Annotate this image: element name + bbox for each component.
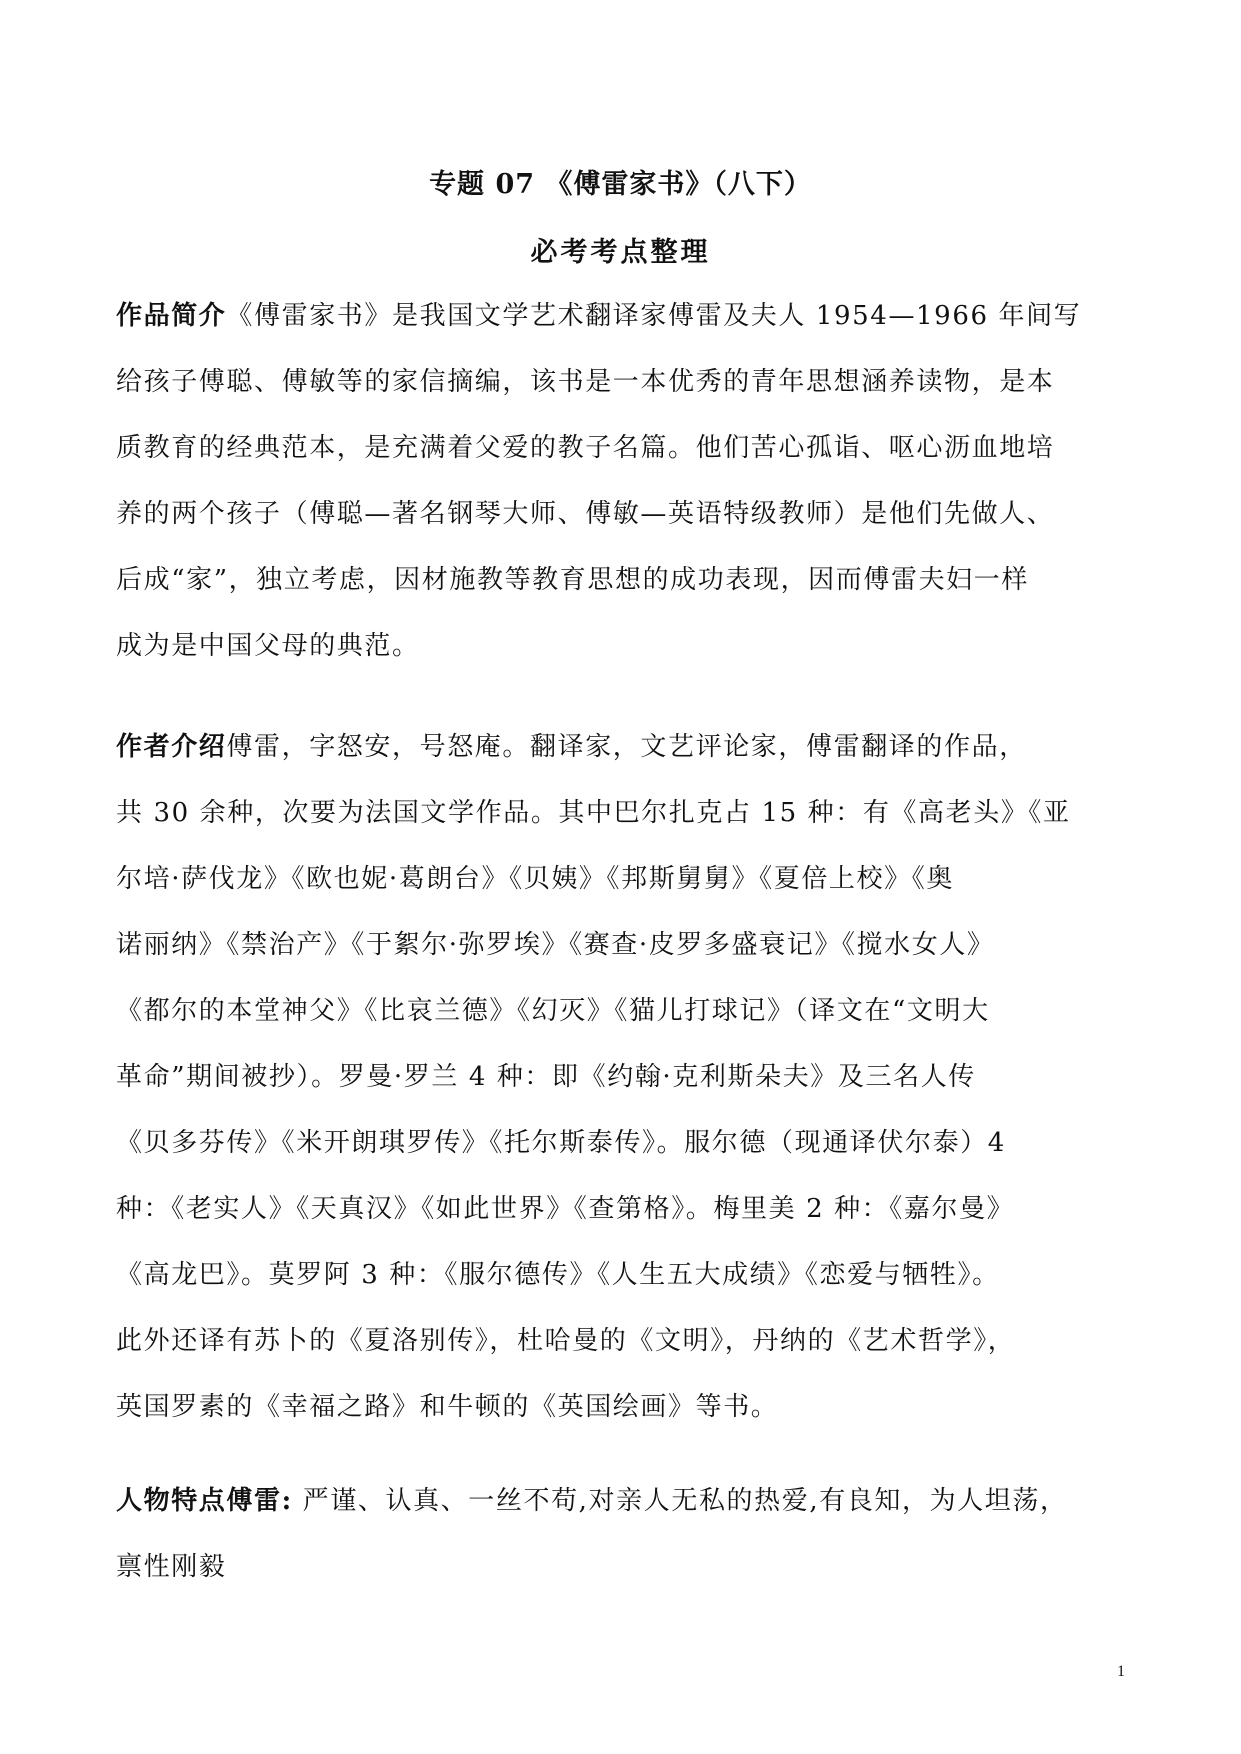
paragraph-line: 诺丽纳》《禁治产》《于絮尔·弥罗埃》《赛查·皮罗多盛衰记》《搅水女人》 bbox=[116, 930, 995, 960]
paragraph-line: 共 30 余种，次要为法国文学作品。其中巴尔扎克占 15 种：有《高老头》《亚 bbox=[116, 798, 1071, 828]
paragraph-text: 严谨、认真、一丝不苟,对亲人无私的热爱,有良知，为人坦荡， bbox=[292, 1486, 1068, 1516]
paragraph-line: 《都尔的本堂神父》《比哀兰德》《幻灭》《猫儿打球记》（译文在“文明大 bbox=[116, 996, 990, 1026]
paragraph-line bbox=[116, 714, 1132, 780]
paragraph-line: 此外还译有苏卜的《夏洛别传》，杜哈曼的《文明》，丹纳的《艺术哲学》， bbox=[116, 1326, 1016, 1356]
paragraph-line: 禀性刚毅 bbox=[116, 1552, 227, 1582]
paragraph-line: 给孩子傅聪、傅敏等的家信摘编，该书是一本优秀的青年思想涵养读物，是本 bbox=[116, 367, 1055, 397]
section-label-character-traits: 人物特点傅雷: bbox=[116, 1486, 293, 1516]
paragraph-line: 种：《老实人》《天真汉》《如此世界》《查第格》。梅里美 2 种：《嘉尔曼》 bbox=[116, 1194, 1015, 1224]
section-author-introduction bbox=[116, 714, 1132, 1440]
paragraph-line: 质教育的经典范本，是充满着父爱的教子名篇。他们苦心孤诣、呕心沥血地培 bbox=[116, 433, 1055, 463]
document-title: 专题 07 《傅雷家书》（八下） bbox=[429, 169, 812, 200]
paragraph-line: 《贝多芬传》《米开朗琪罗传》《托尔斯泰传》。服尔德（现通译伏尔泰）4 bbox=[116, 1128, 1006, 1158]
paragraph-line: 成为是中国父母的典范。 bbox=[116, 631, 420, 661]
paragraph-text: 《傅雷家书》是我国文学艺术翻译家傅雷及夫人 1954—1966 年间写 bbox=[226, 301, 1082, 331]
paragraph-line: 养的两个孩子（傅聪—著名钢琴大师、傅敏—英语特级教师）是他们先做人、 bbox=[116, 499, 1055, 529]
section-work-introduction bbox=[116, 283, 1132, 679]
document-subtitle: 必考考点整理 bbox=[530, 237, 711, 268]
paragraph-line bbox=[116, 283, 1132, 349]
paragraph-line: 英国罗素的《幸福之路》和牛顿的《英国绘画》等书。 bbox=[116, 1392, 779, 1422]
paragraph-line: 《高龙巴》。莫罗阿 3 种：《服尔德传》《人生五大成绩》《恋爱与牺牲》。 bbox=[116, 1260, 1000, 1290]
paragraph-line bbox=[116, 1468, 1132, 1534]
page-number: 1 bbox=[1117, 1663, 1125, 1680]
section-character-traits bbox=[116, 1468, 1132, 1600]
paragraph-text: 傅雷，字怒安，号怒庵。翻译家，文艺评论家，傅雷翻译的作品， bbox=[226, 732, 1027, 762]
paragraph-line: 革命”期间被抄）。罗曼·罗兰 4 种：即《约翰·克利斯朵夫》及三名人传 bbox=[116, 1062, 976, 1092]
section-label-author-introduction: 作者介绍 bbox=[116, 732, 227, 762]
paragraph-line: 后成“家”，独立考虑，因材施教等教育思想的成功表现，因而傅雷夫妇一样 bbox=[116, 565, 1029, 595]
paragraph-line: 尔培·萨伐龙》《欧也妮·葛朗台》《贝姨》《邦斯舅舅》《夏倍上校》《奥 bbox=[116, 864, 954, 894]
section-label-work-introduction: 作品简介 bbox=[116, 301, 227, 331]
